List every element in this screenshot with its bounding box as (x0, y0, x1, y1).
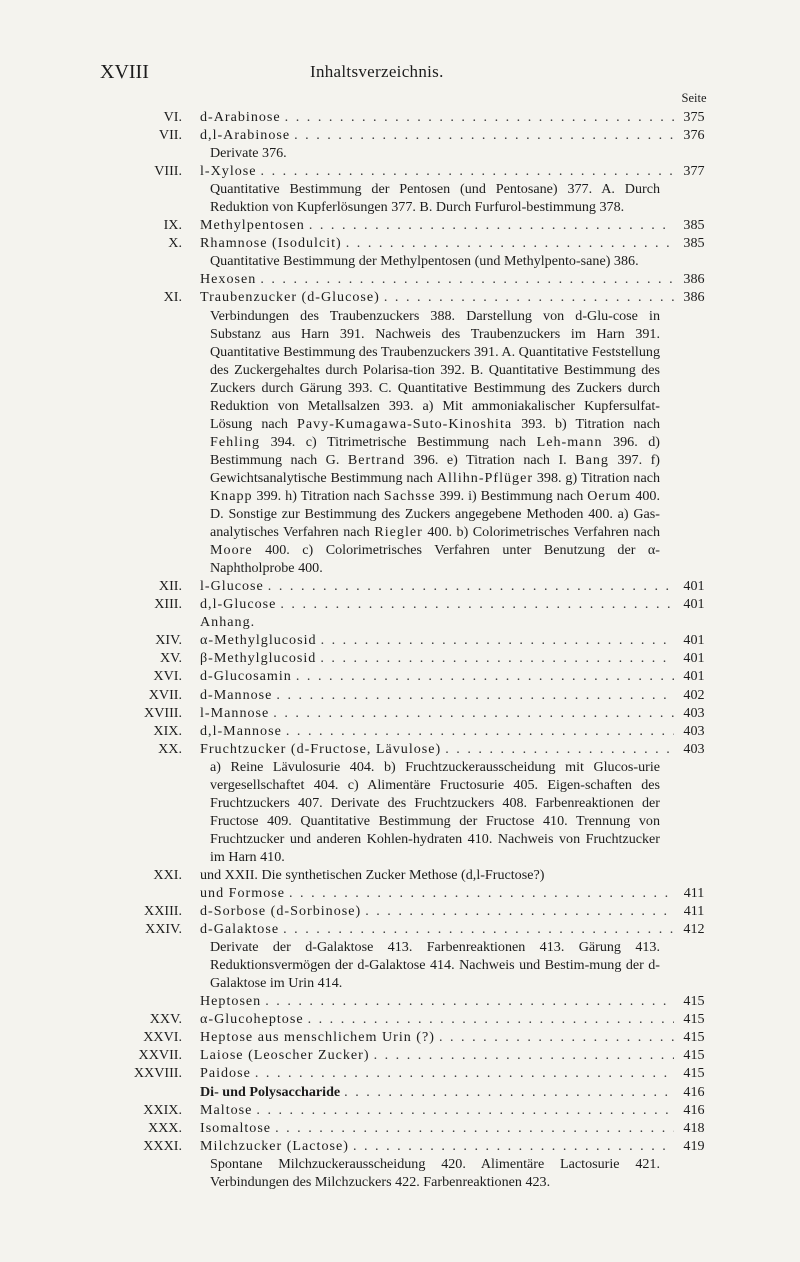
author-name: Oerum (587, 487, 632, 504)
dot-leader (260, 270, 674, 288)
toc-entry (148, 686, 710, 704)
entry-heading: Rhamnose (Isodulcit) (200, 235, 342, 252)
dot-leader (309, 216, 674, 234)
toc-entry (158, 740, 710, 866)
entry-heading: d-Arabinose (200, 109, 281, 125)
entry-heading: Laiose (Leoscher Zucker) (200, 1047, 370, 1064)
page-reference: 386 (683, 271, 705, 288)
entry-line (200, 704, 710, 722)
page-reference: 415 (683, 993, 705, 1010)
page-reference: 386 (683, 289, 705, 306)
entry-line (200, 740, 710, 758)
entry-heading: d-Sorbose (d-Sorbinose) (200, 903, 362, 920)
entry-line (200, 686, 710, 704)
page-reference: 375 (683, 109, 705, 125)
toc-entry (200, 884, 710, 902)
dot-leader (289, 884, 674, 902)
entry-line (200, 667, 710, 685)
entry-line (200, 1028, 710, 1046)
toc-entry (153, 722, 710, 740)
description-text: 396. e) Titration nach I. (405, 451, 576, 468)
entry-description: Quantitative Bestimmung der Methylpentosen (und Methylpento-sane) 386. (210, 253, 639, 270)
entry-number: X. (168, 235, 182, 252)
toc-entry (153, 667, 710, 685)
entry-line (200, 270, 710, 288)
toc-entry (158, 126, 710, 162)
entry-number: XXVII. (138, 1047, 182, 1064)
entry-line (200, 1083, 710, 1101)
entry-heading: α-Methylglucosid (200, 632, 317, 649)
entry-description: Derivate 376. (210, 145, 287, 162)
dot-leader (353, 1137, 674, 1155)
entry-heading: d-Galaktose (200, 921, 280, 938)
description-text: 399. i) Bestimmung nach (435, 487, 588, 504)
entry-number: XXXI. (143, 1137, 182, 1154)
entry-heading: α-Glucoheptose (200, 1011, 304, 1028)
author-name: Pavy-Kumagawa-Suto-Kinoshita (297, 415, 513, 432)
entry-number: XVII. (148, 686, 182, 703)
page-reference: 419 (683, 1137, 705, 1154)
entry-line (200, 631, 710, 649)
running-head (100, 60, 706, 84)
entry-number: XXIV. (145, 921, 182, 938)
dot-leader (439, 1028, 674, 1046)
author-name: Knapp (210, 487, 253, 504)
entry-heading: l-Xylose (200, 163, 257, 180)
toc-entry (138, 1046, 710, 1064)
page-reference: 403 (683, 704, 705, 721)
author-name: Sachsse (383, 487, 436, 504)
dot-leader (296, 667, 674, 685)
entry-line (200, 216, 710, 234)
author-name: Bang (575, 451, 609, 468)
dot-leader (445, 740, 674, 758)
dot-leader (308, 1010, 674, 1028)
description-text: 394. c) Titrimetrische Bestimmung nach (260, 433, 537, 450)
author-name: Moore (210, 542, 253, 559)
dot-leader (321, 631, 674, 649)
page-reference: 401 (683, 596, 705, 613)
entry-line (200, 1119, 710, 1137)
entry-line (200, 866, 710, 884)
entry-description (210, 307, 660, 578)
entry-number: XXVIII. (133, 1065, 182, 1082)
toc-entry (155, 631, 710, 649)
toc-entry (149, 1010, 710, 1028)
toc-entry (200, 270, 710, 288)
entry-line (200, 613, 710, 631)
page-reference: 411 (683, 903, 705, 920)
entry-line (200, 722, 710, 740)
page-reference: 376 (683, 127, 705, 144)
entry-heading: Milchzucker (Lactose) (200, 1137, 349, 1154)
entry-line (200, 992, 710, 1010)
dot-leader (276, 686, 674, 704)
toc-entry (163, 216, 710, 234)
dot-leader (255, 1064, 674, 1082)
entry-heading: Traubenzucker (d-Glucose) (200, 289, 380, 306)
toc-entry (200, 992, 710, 1010)
author-name: Allihn-Pflüger (436, 469, 534, 486)
toc-entry (163, 288, 710, 577)
author-name: Riegler (374, 524, 423, 541)
dot-leader (365, 902, 674, 920)
dot-leader (344, 1083, 674, 1101)
entry-description: a) Reine Lävulosurie 404. b) Fruchtzuckerausscheidung mit Glucos-urie vergesellschaftet 404. c) Alimentäre Fructosurie 405. Eigen-schaften des Fruchtzuckers 407. Derivate des Fruchtzuckers 408. Farbenreaktionen der Fructose 409. Quantitative Bestimmung der Fructose 410. Trennung von Fruchtzucker und anderen Kohlen-hydraten 410. Nachweis von Fruchtzucker im Harn 410. (210, 758, 660, 865)
entry-heading: d,l-Arabinose (200, 127, 291, 144)
entry-number: XXV. (149, 1011, 182, 1028)
entry-heading: l-Glucose (200, 578, 264, 595)
toc-entry (143, 1137, 710, 1191)
entry-number: XXVI. (143, 1029, 182, 1046)
dot-leader (273, 704, 674, 722)
description-text: 400. D. Sonstige zur Bestimmung des Zuckers angegebene Methoden 400. a) Gas-analytisches Verfahren nach (210, 487, 660, 541)
page-number: XVIII (100, 61, 149, 83)
author-name: Leh-mann (536, 433, 603, 450)
description-text: 398. g) Titration nach (533, 469, 661, 486)
entry-number: VIII. (154, 163, 182, 180)
page-reference: 385 (683, 235, 705, 252)
author-name: Fehling (210, 433, 261, 450)
entry-number: XXIII. (144, 903, 182, 920)
page-reference: 401 (683, 650, 705, 667)
page-reference: 403 (683, 740, 705, 757)
dot-leader (374, 1046, 674, 1064)
entry-number: XIV. (155, 632, 182, 649)
dot-leader (261, 162, 674, 180)
dot-leader (384, 288, 674, 306)
entry-line (200, 234, 710, 252)
toc-entry (153, 866, 710, 884)
entry-line (200, 1046, 710, 1064)
entry-description: Derivate der d-Galaktose 413. Farbenreaktionen 413. Gärung 413. Reduktionsvermögen der d-Galaktose 414. Nachweis und Bestim-mung der d-Galaktose im Urin 414. (210, 939, 660, 992)
page-reference: 418 (683, 1119, 705, 1136)
dot-leader (275, 1119, 674, 1137)
entry-heading: Fruchtzucker (d-Fructose, Lävulose) (200, 740, 442, 757)
entry-heading: Isomaltose (200, 1119, 272, 1136)
toc-entry (200, 613, 710, 631)
entry-heading: l-Mannose (200, 704, 270, 721)
page-reference: 401 (683, 668, 705, 685)
dot-leader (285, 108, 674, 126)
entry-heading: Heptose aus menschlichem Urin (?) (200, 1029, 435, 1046)
entry-number: XXIX. (143, 1101, 182, 1118)
entry-line (200, 1137, 710, 1155)
description-text: Verbindungen des Traubenzuckers 388. Darstellung von d-Glu-cose in Substanz aus Harn 391. Nachweis des Traubenzuckers im Harn 391. Quantitative Bestimmung des Traubenzuckers 391. A. Quantitative Feststellung des Zuckergehaltes durch Polarisa-tion 392. B. Quantitative Bestimmung des Zuckers durch Gärung 393. C. Quantitative Bestimmung des Zuckers durch Reduktion von Metallsalzen 393. a) Mit ammoniakalischer Kupfersulfat-Lösung nach (210, 307, 660, 432)
page-reference: 401 (683, 632, 705, 649)
entry-number: IX. (163, 217, 182, 234)
page-reference: 411 (683, 885, 705, 902)
entry-heading: β-Methylglucosid (200, 650, 317, 667)
description-text: 400. b) Colorimetrisches Verfahren nach (422, 524, 661, 541)
page-reference: 377 (683, 163, 705, 180)
entry-line (200, 884, 710, 902)
page-reference: 402 (683, 686, 705, 703)
entry-heading: d,l-Glucose (200, 596, 277, 613)
toc-entry (159, 649, 710, 667)
entry-number: XXI. (153, 866, 182, 883)
toc-entry (143, 1101, 710, 1119)
entry-line (200, 288, 710, 306)
description-text: 397. f) Gewichtsanalytische Bestimmung nach (210, 451, 660, 486)
entry-number: XV. (159, 650, 182, 667)
entry-heading: d-Glucosamin (200, 668, 292, 685)
entry-line (200, 1101, 710, 1119)
entry-number: XXX. (147, 1119, 182, 1136)
entry-heading: und XXII. Die synthetischen Zucker Methose (d,l-Fructose?) (200, 866, 545, 883)
toc-entry (145, 920, 710, 992)
toc-entry (154, 595, 710, 613)
entry-line (200, 649, 710, 667)
description-text: 399. h) Titration nach (252, 487, 384, 504)
entry-heading: d,l-Mannose (200, 722, 282, 739)
description-text: 393. b) Titration nach (512, 415, 660, 432)
entry-line (200, 1010, 710, 1028)
page-reference: 415 (683, 1047, 705, 1064)
dot-leader (265, 992, 674, 1010)
toc-entry (168, 234, 710, 270)
page-reference: 403 (683, 722, 705, 739)
entry-number: XII. (158, 578, 182, 595)
dot-leader (294, 126, 674, 144)
entry-heading: und Formose (200, 885, 285, 902)
entry-number: XVI. (153, 668, 182, 685)
entry-number: XIX. (153, 722, 182, 739)
dot-leader (286, 722, 674, 740)
entry-heading: Maltose (200, 1101, 253, 1118)
entry-heading: Hexosen (200, 271, 257, 288)
entry-heading: Paidose (200, 1065, 251, 1082)
description-text: 400. c) Colorimetrisches Verfahren unter Benutzung der α-Naphtholprobe 400. (210, 542, 660, 577)
entry-line (200, 595, 710, 613)
dot-leader (283, 920, 674, 938)
page-reference: 415 (683, 1065, 705, 1082)
entry-line (200, 902, 710, 920)
seite-column-label: Seite (681, 91, 707, 105)
entry-heading: d-Mannose (200, 686, 273, 703)
author-name: Bertrand (347, 451, 406, 468)
entry-number: XIII. (154, 596, 182, 613)
entry-line (200, 162, 710, 180)
entry-line (200, 920, 710, 938)
entry-heading: Di- und Polysaccharide (200, 1083, 341, 1100)
description-text: 396. d) Bestimmung nach G. (210, 433, 660, 468)
page-reference: 416 (683, 1101, 705, 1118)
entry-line (200, 1064, 710, 1082)
entry-line (200, 126, 710, 144)
dot-leader (256, 1101, 674, 1119)
dot-leader (268, 577, 674, 595)
toc-entry (143, 1028, 710, 1046)
entry-number: VII. (158, 127, 182, 144)
running-title: Inhaltsverzeichnis. (310, 62, 444, 81)
entry-number: VI. (163, 109, 182, 125)
entry-number: XI. (163, 289, 182, 306)
entry-description: Spontane Milchzuckerausscheidung 420. Alimentäre Lactosurie 421. Verbindungen des Milchzuckers 422. Farbenreaktionen 423. (210, 1155, 660, 1190)
entry-line (200, 577, 710, 595)
entry-number: XX. (158, 740, 182, 757)
toc-entry (147, 1119, 710, 1137)
entry-line (200, 108, 710, 126)
entry-number: XVIII. (144, 704, 182, 721)
entry-description: Quantitative Bestimmung der Pentosen (und Pentosane) 377. A. Durch Reduktion von Kupferlösungen 377. B. Durch Furfurol-bestimmung 378. (210, 181, 660, 216)
page-reference: 385 (683, 217, 705, 234)
entry-heading: Anhang. (200, 614, 256, 631)
entry-heading: Methylpentosen (200, 217, 305, 234)
toc-entry (154, 162, 710, 216)
toc-entry (144, 902, 710, 920)
toc-entry (133, 1064, 710, 1082)
page-reference: 401 (683, 578, 705, 595)
toc-entry (144, 704, 710, 722)
page-reference: 415 (683, 1011, 705, 1028)
page-reference: 415 (683, 1029, 705, 1046)
dot-leader (346, 234, 674, 252)
entry-heading: Heptosen (200, 993, 262, 1010)
toc-entry (200, 1083, 710, 1101)
dot-leader (320, 649, 674, 667)
toc-entry (163, 108, 710, 126)
page-reference: 412 (683, 921, 705, 938)
toc-entry (158, 577, 710, 595)
page-reference: 416 (683, 1083, 705, 1100)
dot-leader (280, 595, 674, 613)
table-of-contents (0, 108, 800, 1191)
